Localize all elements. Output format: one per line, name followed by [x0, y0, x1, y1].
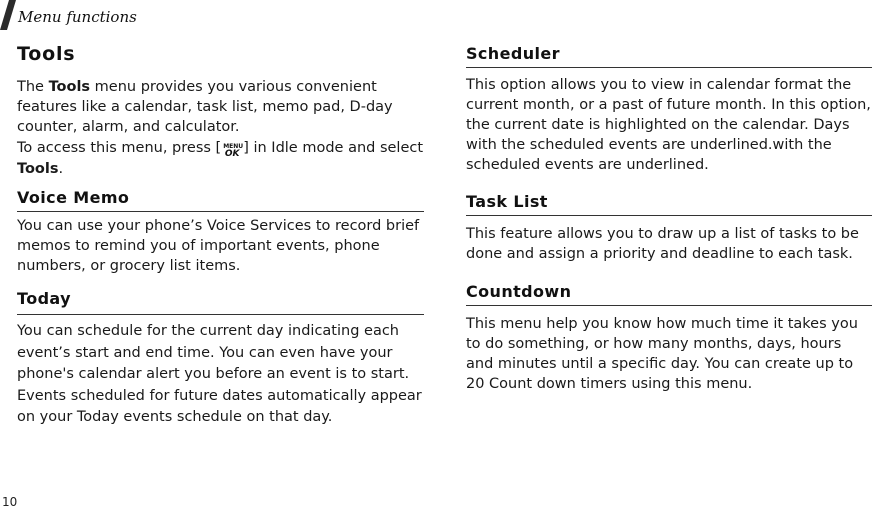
today-body: You can schedule for the current day indicating each event’s start and end time. You can even have your phone's calendar alert you before an event is to start. Events scheduled for future dates automatically appear on your Today events schedule on that day. [17, 323, 422, 425]
menu-key-top-label: MENU [223, 143, 244, 150]
scheduler-heading: Scheduler [466, 44, 560, 63]
header-accent-bar [0, 0, 16, 30]
page-header-title: Menu functions [18, 8, 137, 26]
tools-access-pre: To access this menu, press [ [17, 140, 222, 156]
voice-memo-divider [17, 211, 424, 212]
tools-intro-pre: The [17, 79, 49, 95]
countdown-heading: Countdown [466, 282, 572, 301]
task-list-body: This feature allows you to draw up a list of tasks to be done and assign a priority and deadline to each task. [466, 226, 859, 262]
today-divider [17, 314, 424, 315]
tools-access-bold: Tools [17, 161, 59, 177]
tools-access-mid: ] in Idle mode and select [243, 140, 424, 156]
voice-memo-heading: Voice Memo [17, 188, 130, 207]
scheduler-divider [466, 67, 872, 68]
tools-intro-post: menu provides you various convenient features like a calendar, task list, memo pad, D-day counter, alarm, and calculator. [17, 79, 393, 135]
voice-memo-body: You can use your phone’s Voice Services to record brief memos to remind you of important events, phone numbers, or grocery list items. [17, 218, 420, 274]
menu-ok-key-icon [223, 143, 244, 159]
countdown-divider [466, 305, 872, 306]
today-heading: Today [17, 289, 71, 308]
tools-access-paragraph [17, 138, 424, 179]
tools-access-post: . [58, 161, 64, 177]
task-list-divider [466, 215, 872, 216]
scheduler-body: This option allows you to view in calendar format the current month, or a past of future month. In this option, the current date is highlighted on the calendar. Days with the scheduled events are underlined.with the scheduled events are underlined. [466, 77, 871, 173]
menu-key-bottom-label: OK [224, 149, 240, 159]
tools-intro-paragraph [17, 77, 424, 137]
task-list-heading: Task List [466, 192, 548, 211]
page-number: 10 [2, 495, 18, 509]
countdown-body: This menu help you know how much time it takes you to do something, or how many months, days, hours and minutes until a specific day. You can create up to 20 Count down timers using this menu. [466, 316, 858, 392]
tools-title: Tools [17, 43, 76, 65]
tools-intro-bold: Tools [48, 79, 91, 95]
